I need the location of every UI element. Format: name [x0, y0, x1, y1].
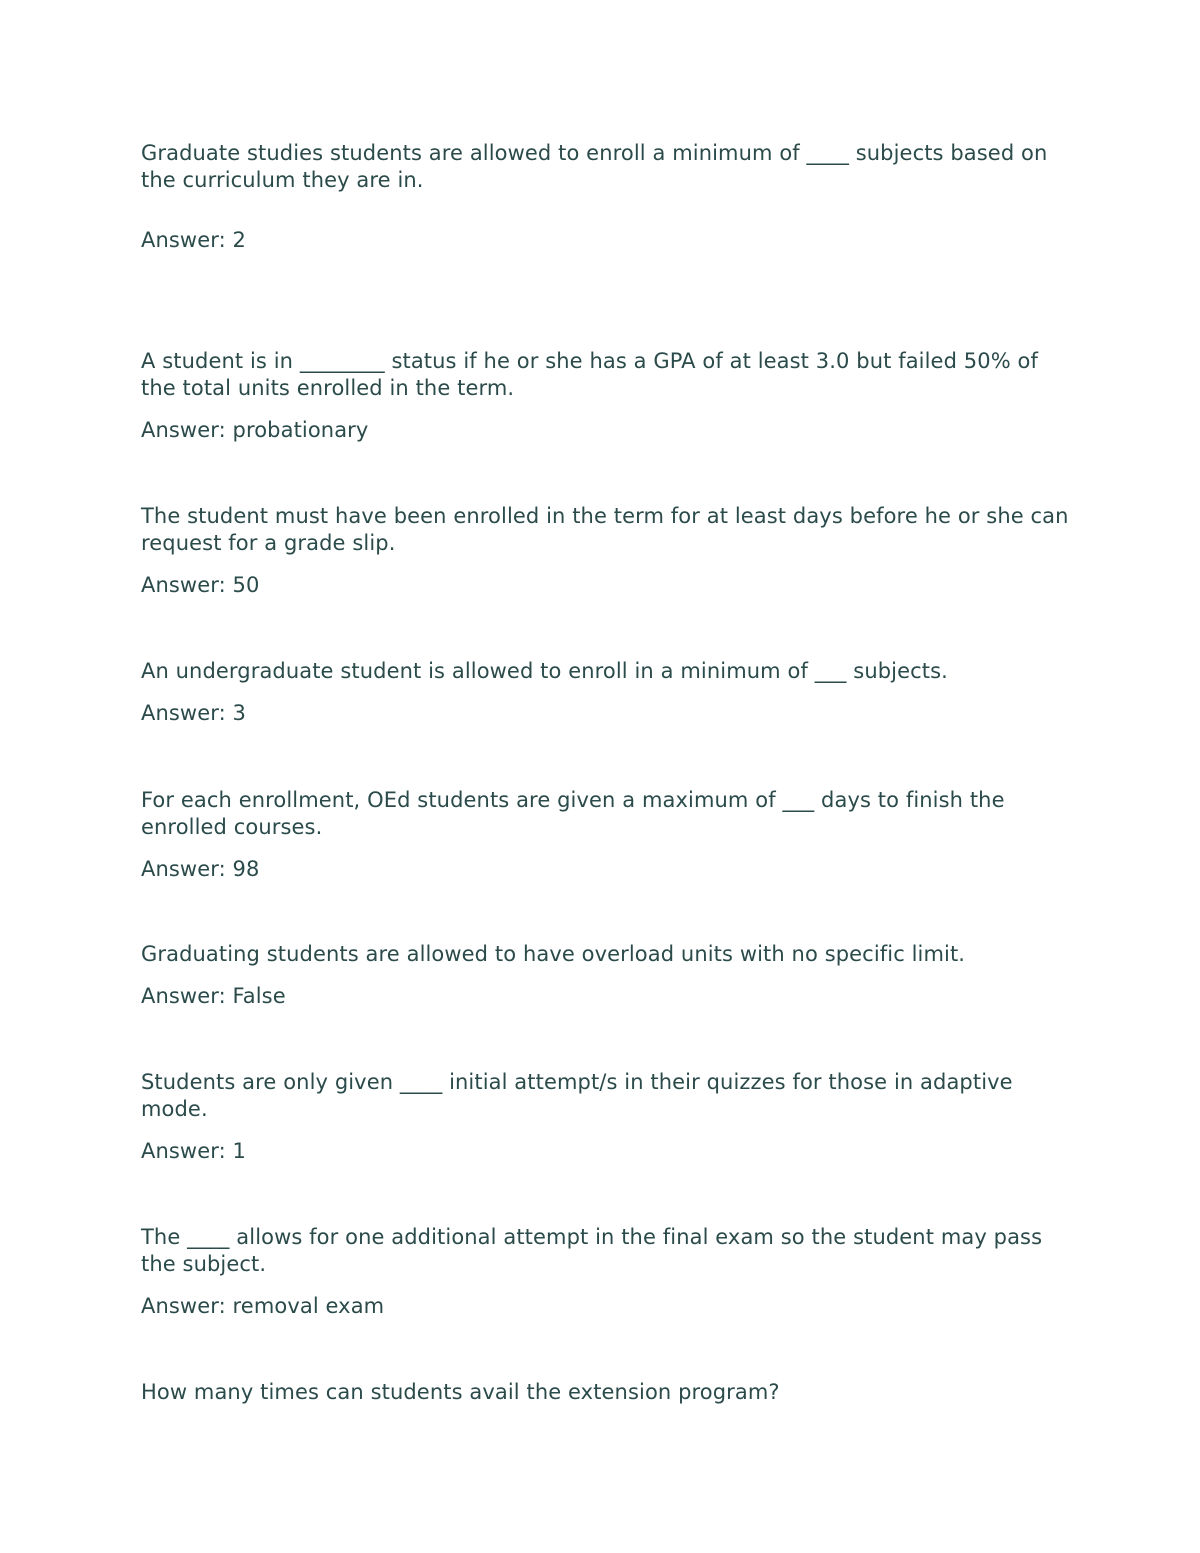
qa-item-6: [141, 941, 1071, 1010]
question-text: Students are only given ____ initial attempt/s in their quizzes for those in adaptive mode.: [141, 1070, 1013, 1121]
answer-text: Answer: 98: [141, 857, 260, 881]
question-text: The ____ allows for one additional attempt in the final exam so the student may pass the subject.: [141, 1225, 1043, 1276]
answer-text: Answer: 1: [141, 1139, 246, 1163]
qa-item-8: [141, 1224, 1071, 1320]
qa-item-4: [141, 658, 1071, 727]
question-text: Graduating students are allowed to have overload units with no specific limit.: [141, 942, 966, 966]
question-text: The student must have been enrolled in the term for at least days before he or she can request for a grade slip.: [141, 504, 1069, 555]
qa-item-3: [141, 503, 1071, 599]
question-text: For each enrollment, OEd students are given a maximum of ___ days to finish the enrolled courses.: [141, 788, 1005, 839]
qa-item-9: [141, 1379, 1071, 1406]
qa-item-1: [141, 140, 1071, 254]
qa-item-5: [141, 787, 1071, 883]
answer-text: Answer: probationary: [141, 418, 369, 442]
question-text: Graduate studies students are allowed to enroll a minimum of ____ subjects based on the curriculum they are in.: [141, 141, 1048, 192]
answer-text: Answer: removal exam: [141, 1294, 385, 1318]
question-text: An undergraduate student is allowed to enroll in a minimum of ___ subjects.: [141, 659, 948, 683]
question-text: How many times can students avail the extension program?: [141, 1380, 780, 1404]
answer-text: Answer: 3: [141, 701, 246, 725]
answer-text: Answer: False: [141, 984, 286, 1008]
qa-item-7: [141, 1069, 1071, 1165]
answer-text: Answer: 50: [141, 573, 260, 597]
qa-item-2: [141, 348, 1071, 444]
question-text: A student is in ________ status if he or she has a GPA of at least 3.0 but failed 50% of the total units enrolled in the term.: [141, 349, 1038, 400]
answer-text: Answer: 2: [141, 228, 246, 252]
